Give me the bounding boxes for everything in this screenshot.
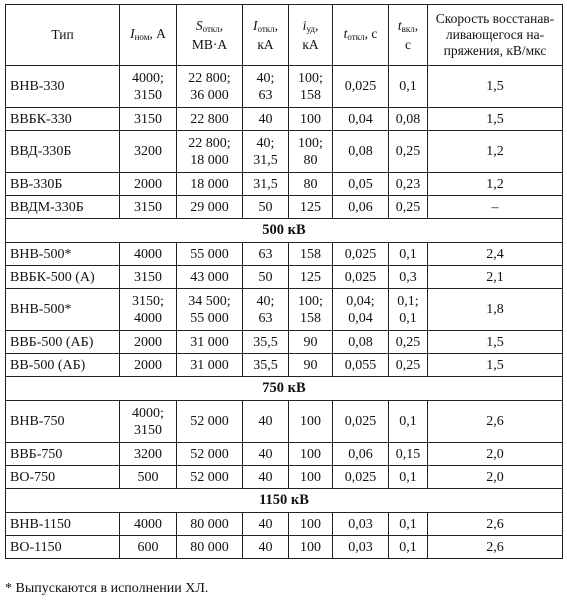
cell-line: 0,08 — [348, 144, 373, 159]
cell-line: 63 — [258, 310, 273, 326]
cell-speed — [428, 243, 563, 266]
cell-speed — [428, 536, 563, 559]
cell-line: 90 — [303, 357, 318, 373]
cell-line: 40 — [258, 414, 273, 429]
cell-line: 2,1 — [486, 269, 504, 285]
cell-line: 34 500; — [188, 293, 231, 309]
cell-iud — [289, 331, 333, 354]
cell-line: 4000; — [132, 70, 164, 86]
cell-iotkl — [243, 289, 289, 331]
section-header-row — [6, 219, 563, 243]
cell-line: 100 — [300, 446, 321, 462]
table-body — [6, 66, 563, 559]
cell-line: 0,3 — [399, 269, 417, 285]
cell-line: 52 000 — [190, 446, 229, 462]
section-title: 1150 кВ — [6, 489, 563, 513]
cell-line: 0,08 — [395, 111, 421, 127]
cell-inom — [120, 131, 177, 173]
cell-line: 125 — [300, 199, 321, 215]
table-row — [6, 443, 563, 466]
cell-line: 31 000 — [190, 334, 229, 350]
cell-line: 0,025 — [344, 79, 377, 94]
cell-line: 600 — [137, 539, 159, 555]
cell-line: 0,04 — [348, 111, 373, 127]
cell-line: 40 — [258, 111, 273, 127]
cell-tvkl — [389, 66, 428, 108]
cell-totkl — [333, 66, 389, 108]
cell-tvkl — [389, 131, 428, 173]
cell-type: ВВБ-750 — [6, 443, 120, 466]
cell-line: 3200 — [134, 446, 162, 462]
cell-line: 2,6 — [486, 414, 504, 429]
cell-iud — [289, 289, 333, 331]
cell-line: 40 — [258, 539, 273, 555]
cell-tvkl — [389, 108, 428, 131]
cell-line: 52 000 — [190, 414, 229, 429]
cell-inom — [120, 289, 177, 331]
cell-tvkl — [389, 266, 428, 289]
cell-sotkl — [177, 331, 243, 354]
cell-tvkl — [389, 331, 428, 354]
cell-line: 158 — [300, 246, 321, 262]
cell-line: 4000; — [132, 405, 164, 421]
cell-line: 2000 — [134, 334, 162, 350]
cell-line: 0,06 — [348, 199, 373, 215]
cell-tvkl — [389, 466, 428, 489]
cell-speed — [428, 513, 563, 536]
cell-totkl — [333, 266, 389, 289]
cell-totkl — [333, 243, 389, 266]
cell-line: 0,25 — [395, 334, 421, 350]
cell-inom — [120, 243, 177, 266]
cell-line: 35,5 — [253, 357, 278, 373]
cell-line: 0,05 — [348, 176, 373, 192]
cell-iud — [289, 173, 333, 196]
table-row — [6, 401, 563, 443]
header-inom: Iном, А — [120, 5, 177, 66]
cell-line: 100; — [298, 70, 323, 86]
cell-type: ВНВ-500* — [6, 243, 120, 266]
cell-totkl — [333, 354, 389, 377]
cell-totkl — [333, 131, 389, 173]
cell-line: 80 — [303, 152, 318, 168]
cell-inom — [120, 466, 177, 489]
table-row — [6, 536, 563, 559]
cell-line: 100 — [300, 414, 321, 429]
cell-iotkl — [243, 466, 289, 489]
cell-iotkl — [243, 173, 289, 196]
cell-line: 40; — [256, 70, 275, 86]
cell-type: ВВБК-330 — [6, 108, 120, 131]
cell-line: 40 — [258, 446, 273, 462]
cell-speed — [428, 131, 563, 173]
cell-inom — [120, 108, 177, 131]
breakers-table — [5, 4, 563, 559]
cell-inom — [120, 66, 177, 108]
cell-line: 125 — [300, 269, 321, 285]
cell-sotkl — [177, 289, 243, 331]
section-header-row — [6, 489, 563, 513]
cell-line: 31 000 — [190, 357, 229, 373]
cell-line: 55 000 — [190, 246, 229, 262]
cell-speed — [428, 266, 563, 289]
cell-line: 50 — [258, 199, 273, 215]
section-title: 500 кВ — [6, 219, 563, 243]
cell-line: 80 — [303, 176, 318, 192]
cell-sotkl — [177, 401, 243, 443]
cell-line: 18 000 — [190, 176, 229, 192]
table-header-row — [6, 5, 563, 66]
cell-speed — [428, 354, 563, 377]
cell-line: 0,1 — [399, 79, 417, 94]
cell-type: ВВ-500 (АБ) — [6, 354, 120, 377]
cell-line: 3150 — [134, 199, 162, 215]
table-row — [6, 331, 563, 354]
table-row — [6, 266, 563, 289]
cell-speed — [428, 108, 563, 131]
cell-type: ВО-750 — [6, 466, 120, 489]
cell-line: 3150 — [134, 269, 162, 285]
cell-line: 1,2 — [486, 144, 504, 159]
cell-iotkl — [243, 354, 289, 377]
table-row — [6, 513, 563, 536]
cell-sotkl — [177, 131, 243, 173]
cell-type: ВВ-330Б — [6, 173, 120, 196]
cell-line: 0,04; — [346, 293, 375, 309]
cell-iotkl — [243, 108, 289, 131]
cell-inom — [120, 513, 177, 536]
cell-totkl — [333, 173, 389, 196]
header-iud: iуд, кА — [289, 5, 333, 66]
cell-tvkl — [389, 443, 428, 466]
cell-tvkl — [389, 196, 428, 219]
cell-tvkl — [389, 536, 428, 559]
cell-type: ВВД-330Б — [6, 131, 120, 173]
cell-totkl — [333, 466, 389, 489]
header-type: Тип — [6, 5, 120, 66]
cell-line: 80 000 — [190, 516, 229, 532]
cell-line: 2,6 — [486, 539, 504, 555]
cell-sotkl — [177, 536, 243, 559]
cell-sotkl — [177, 466, 243, 489]
cell-line: 0,03 — [348, 539, 373, 555]
cell-line: 3150 — [134, 87, 162, 103]
cell-line: 0,1 — [399, 539, 417, 555]
header-sotkl: Sоткл, МВ·А — [177, 5, 243, 66]
cell-speed — [428, 466, 563, 489]
cell-line: 2,6 — [486, 516, 504, 532]
cell-line: 100 — [300, 516, 321, 532]
cell-type: ВНВ-330 — [6, 66, 120, 108]
cell-line: 31,5 — [253, 176, 278, 192]
cell-line: 55 000 — [190, 310, 229, 326]
cell-line: 0,025 — [344, 414, 377, 429]
cell-tvkl — [389, 513, 428, 536]
cell-line: 0,1 — [399, 469, 417, 485]
cell-line: 0,055 — [344, 357, 377, 373]
cell-line: 80 000 — [190, 539, 229, 555]
cell-line: 1,5 — [486, 334, 504, 350]
table-row — [6, 243, 563, 266]
cell-totkl — [333, 536, 389, 559]
cell-totkl — [333, 108, 389, 131]
table-row — [6, 131, 563, 173]
cell-type: ВО-1150 — [6, 536, 120, 559]
cell-iotkl — [243, 266, 289, 289]
cell-sotkl — [177, 513, 243, 536]
cell-totkl — [333, 196, 389, 219]
cell-line: 3150 — [134, 422, 162, 438]
cell-line: 3200 — [134, 144, 162, 159]
cell-line: 40; — [256, 135, 275, 151]
cell-line: 43 000 — [190, 269, 229, 285]
cell-line: 0,025 — [344, 269, 377, 285]
cell-iotkl — [243, 401, 289, 443]
cell-speed — [428, 173, 563, 196]
table-row — [6, 66, 563, 108]
cell-tvkl — [389, 173, 428, 196]
cell-type: ВНВ-500* — [6, 289, 120, 331]
section-title: 750 кВ — [6, 377, 563, 401]
cell-sotkl — [177, 196, 243, 219]
cell-line: 0,08 — [348, 334, 373, 350]
header-speed: Скорость восстанав- ливающегося на- пряжения, кВ/мкс — [428, 5, 563, 66]
header-totkl: tоткл, с — [333, 5, 389, 66]
cell-tvkl — [389, 289, 428, 331]
table-row — [6, 173, 563, 196]
cell-iud — [289, 108, 333, 131]
cell-inom — [120, 536, 177, 559]
cell-line: 40; — [256, 293, 275, 309]
cell-inom — [120, 443, 177, 466]
cell-inom — [120, 266, 177, 289]
cell-iud — [289, 401, 333, 443]
cell-line: 1,5 — [486, 111, 504, 127]
cell-line: 63 — [258, 246, 273, 262]
cell-tvkl — [389, 243, 428, 266]
cell-line: 2000 — [134, 357, 162, 373]
cell-tvkl — [389, 354, 428, 377]
cell-type: ВВБК-500 (А) — [6, 266, 120, 289]
cell-line: 0,15 — [395, 446, 421, 462]
cell-sotkl — [177, 173, 243, 196]
cell-iotkl — [243, 536, 289, 559]
section-header-row — [6, 377, 563, 401]
cell-line: 90 — [303, 334, 318, 350]
cell-iotkl — [243, 243, 289, 266]
cell-totkl — [333, 331, 389, 354]
cell-line: – — [491, 199, 499, 215]
cell-totkl — [333, 401, 389, 443]
cell-line: 2000 — [134, 176, 162, 192]
cell-line: 0,1 — [399, 516, 417, 532]
cell-line: 158 — [300, 310, 321, 326]
cell-line: 0,04 — [348, 310, 373, 326]
cell-line: 100 — [300, 111, 321, 127]
cell-inom — [120, 331, 177, 354]
cell-iotkl — [243, 513, 289, 536]
cell-speed — [428, 401, 563, 443]
cell-line: 0,025 — [344, 246, 377, 262]
cell-line: 4000 — [134, 246, 162, 262]
cell-line: 22 800 — [190, 111, 229, 127]
cell-iud — [289, 354, 333, 377]
cell-iotkl — [243, 331, 289, 354]
cell-line: 4000 — [134, 310, 162, 326]
cell-line: 0,1; — [397, 293, 419, 309]
cell-line: 100 — [300, 539, 321, 555]
cell-line: 100 — [300, 469, 321, 485]
cell-line: 40 — [258, 469, 273, 485]
cell-iud — [289, 243, 333, 266]
cell-line: 0,025 — [344, 469, 377, 485]
cell-line: 50 — [258, 269, 273, 285]
cell-speed — [428, 196, 563, 219]
cell-iud — [289, 513, 333, 536]
table-row — [6, 289, 563, 331]
header-iotkl: Iоткл, кА — [243, 5, 289, 66]
cell-line: 35,5 — [253, 334, 278, 350]
cell-inom — [120, 173, 177, 196]
cell-line: 1,5 — [486, 357, 504, 373]
cell-totkl — [333, 443, 389, 466]
cell-line: 100; — [298, 293, 323, 309]
cell-totkl — [333, 289, 389, 331]
cell-line: 1,2 — [486, 176, 504, 192]
cell-line: 0,06 — [348, 446, 373, 462]
cell-sotkl — [177, 243, 243, 266]
cell-totkl — [333, 513, 389, 536]
cell-sotkl — [177, 354, 243, 377]
cell-line: 0,25 — [395, 144, 421, 159]
cell-line: 22 800; — [188, 135, 231, 151]
cell-line: 0,1 — [399, 414, 417, 429]
table-row — [6, 108, 563, 131]
cell-iud — [289, 443, 333, 466]
cell-iud — [289, 196, 333, 219]
cell-line: 36 000 — [190, 87, 229, 103]
cell-iud — [289, 536, 333, 559]
cell-line: 40 — [258, 516, 273, 532]
cell-type: ВНВ-1150 — [6, 513, 120, 536]
cell-line: 29 000 — [190, 199, 229, 215]
cell-type: ВВДМ-330Б — [6, 196, 120, 219]
cell-speed — [428, 289, 563, 331]
cell-type: ВНВ-750 — [6, 401, 120, 443]
header-tvkl: tвкл, с — [389, 5, 428, 66]
cell-line: 0,1 — [399, 310, 417, 326]
cell-inom — [120, 401, 177, 443]
cell-iud — [289, 131, 333, 173]
cell-iud — [289, 66, 333, 108]
cell-line: 500 — [137, 469, 159, 485]
cell-iud — [289, 266, 333, 289]
cell-line: 1,5 — [486, 79, 504, 94]
cell-speed — [428, 331, 563, 354]
cell-sotkl — [177, 443, 243, 466]
cell-line: 0,25 — [395, 199, 421, 215]
cell-line: 158 — [300, 87, 321, 103]
cell-iotkl — [243, 443, 289, 466]
cell-iotkl — [243, 66, 289, 108]
cell-inom — [120, 196, 177, 219]
cell-inom — [120, 354, 177, 377]
cell-iotkl — [243, 196, 289, 219]
cell-iotkl — [243, 131, 289, 173]
cell-type: ВВБ-500 (АБ) — [6, 331, 120, 354]
cell-iud — [289, 466, 333, 489]
cell-line: 2,0 — [486, 469, 504, 485]
cell-line: 100; — [298, 135, 323, 151]
cell-sotkl — [177, 266, 243, 289]
cell-line: 4000 — [134, 516, 162, 532]
cell-line: 22 800; — [188, 70, 231, 86]
cell-tvkl — [389, 401, 428, 443]
footnote: * Выпускаются в исполнении ХЛ. — [5, 581, 209, 596]
cell-line: 2,4 — [486, 246, 504, 262]
cell-line: 0,1 — [399, 246, 417, 262]
cell-line: 31,5 — [253, 152, 278, 168]
cell-speed — [428, 443, 563, 466]
table-row — [6, 466, 563, 489]
cell-line: 52 000 — [190, 469, 229, 485]
cell-line: 18 000 — [190, 152, 229, 168]
table-row — [6, 354, 563, 377]
cell-line: 2,0 — [486, 446, 504, 462]
cell-line: 1,8 — [486, 302, 504, 317]
cell-line: 63 — [258, 87, 273, 103]
cell-line: 0,23 — [395, 176, 421, 192]
cell-line: 3150; — [132, 293, 164, 309]
table-row — [6, 196, 563, 219]
cell-speed — [428, 66, 563, 108]
cell-line: 3150 — [134, 111, 162, 127]
cell-sotkl — [177, 66, 243, 108]
cell-line: 0,25 — [395, 357, 421, 373]
cell-sotkl — [177, 108, 243, 131]
cell-line: 0,03 — [348, 516, 373, 532]
